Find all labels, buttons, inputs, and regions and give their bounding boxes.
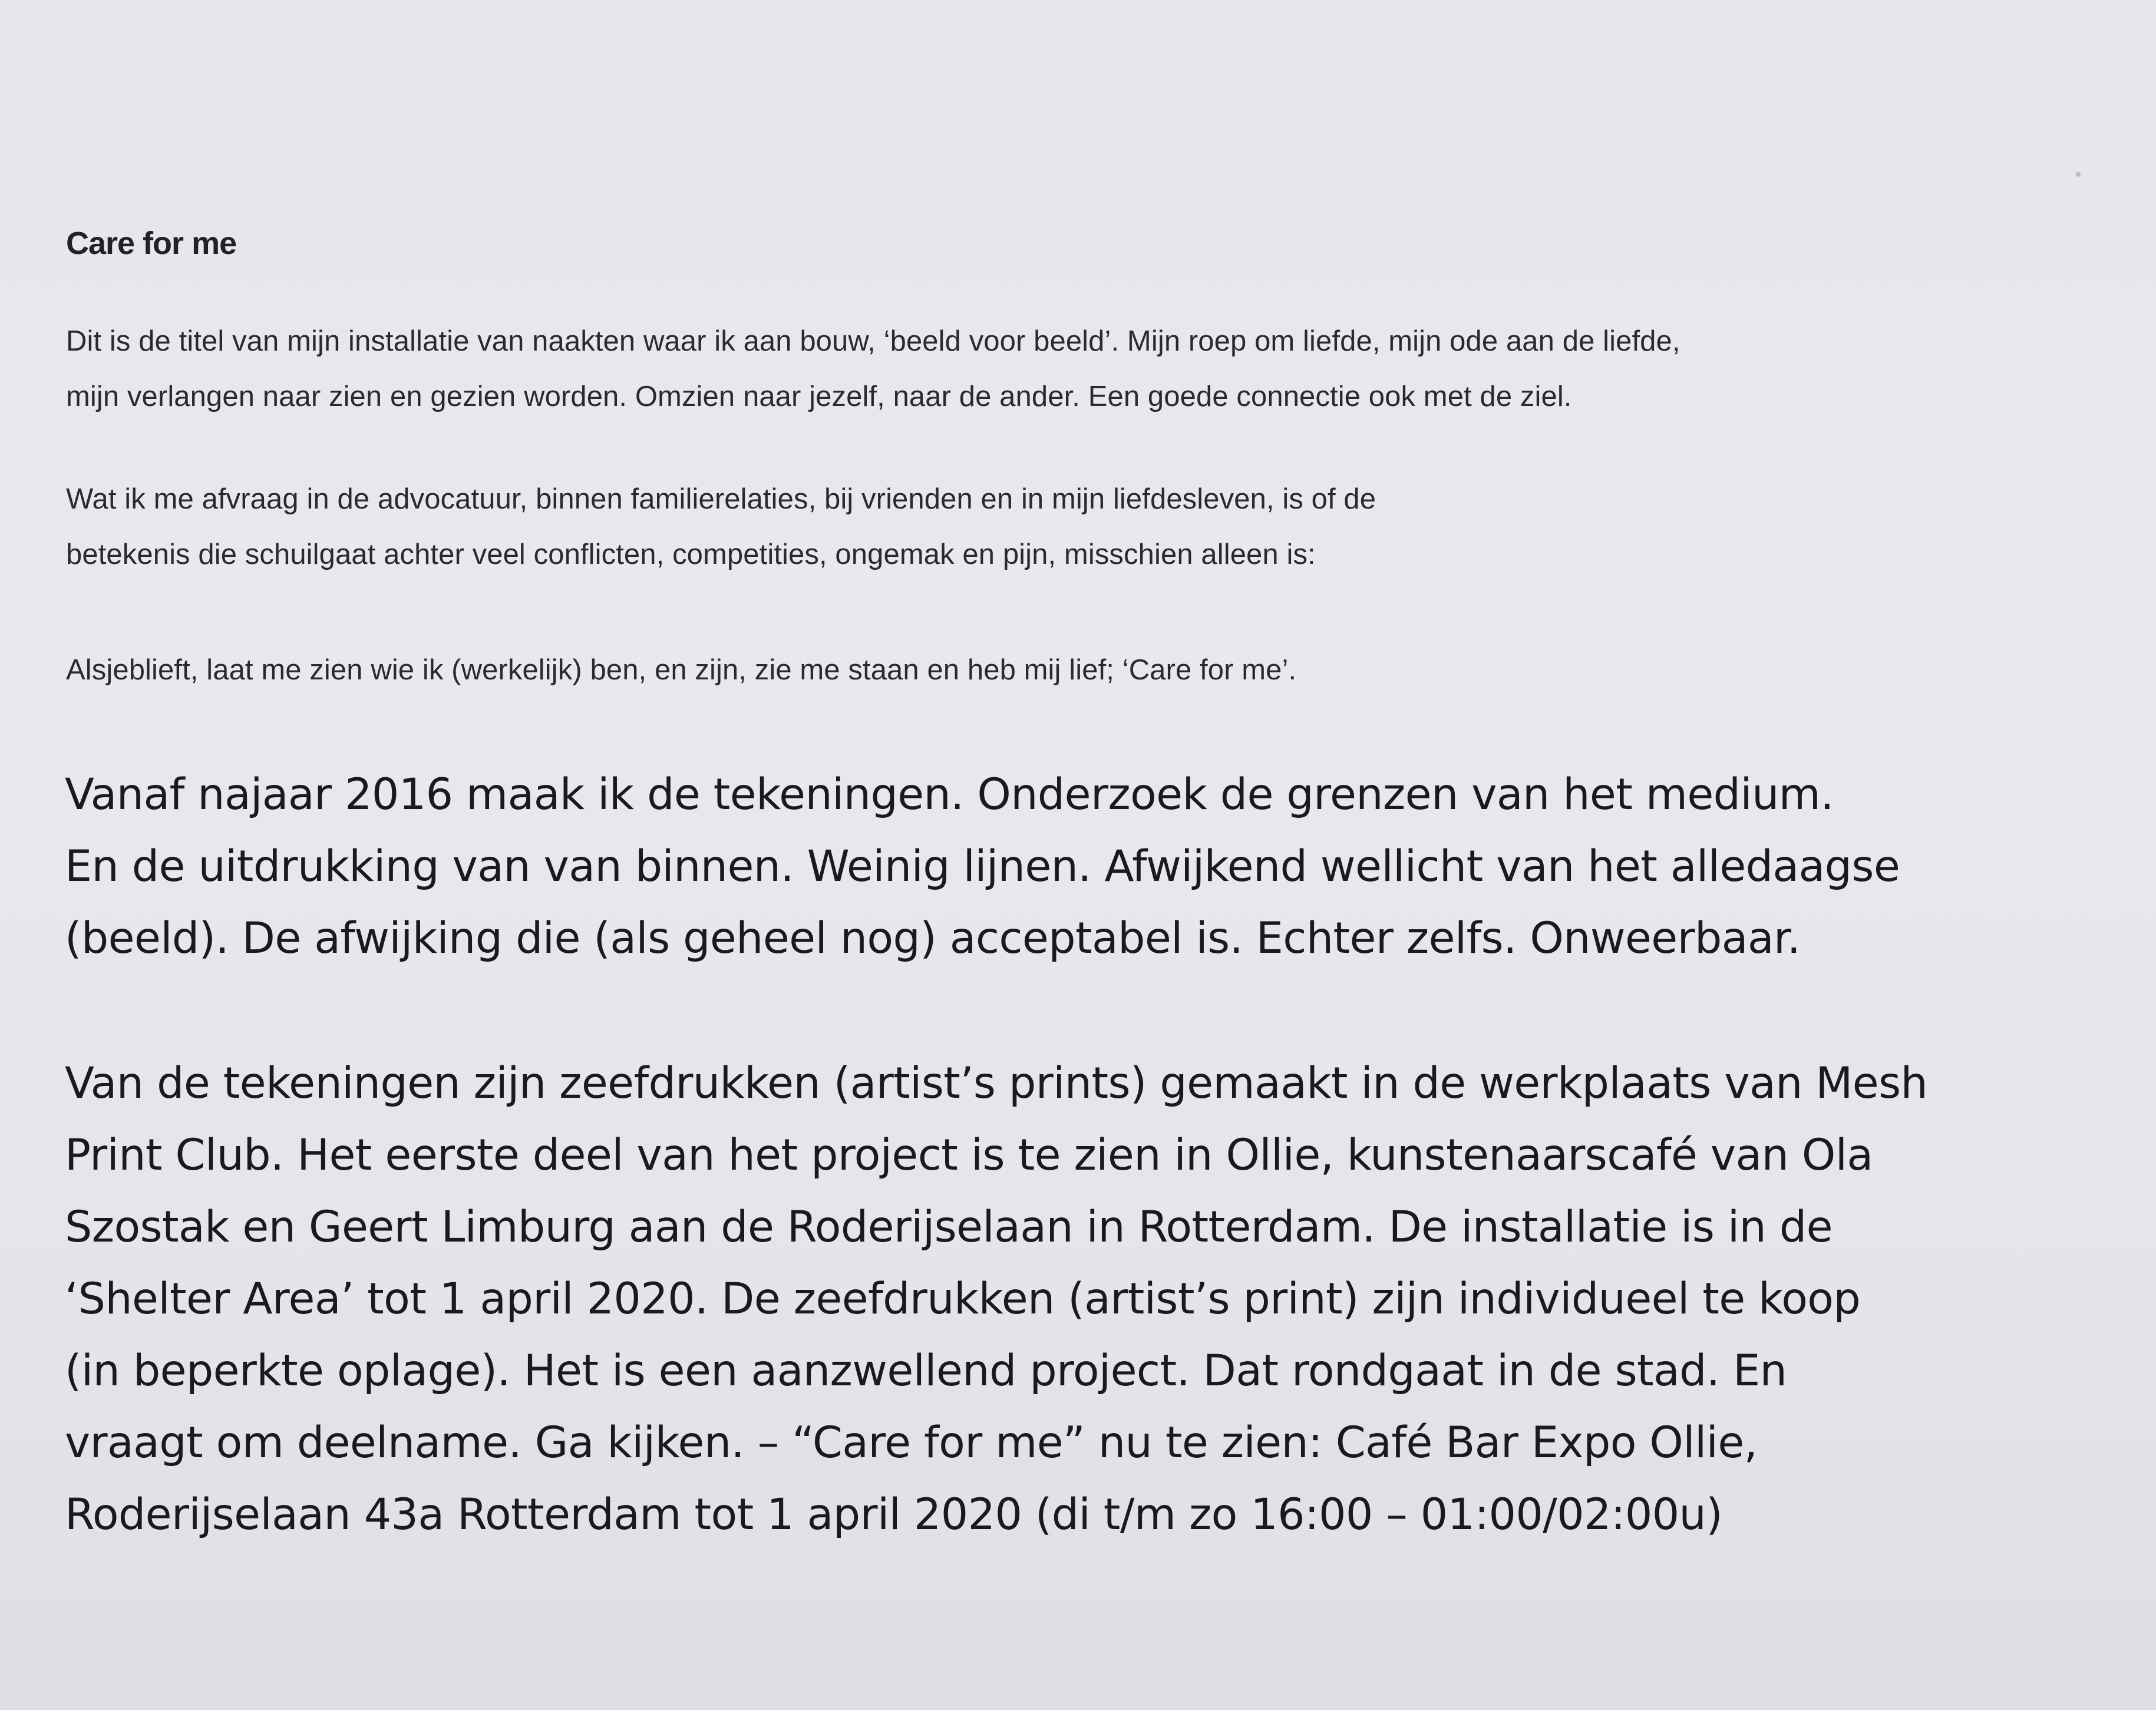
text-line: Dit is de titel van mijn installatie van naakten waar ik aan bouw, ‘beeld voor beeld’. Mijn roep om liefde, mijn ode aan de liefde, <box>66 325 1680 357</box>
text-line: Wat ik me afvraag in de advocatuur, binnen familierelaties, bij vrienden en in mijn liefdesleven, is of de <box>66 483 1376 515</box>
text-line: (beeld). De afwijking die (als geheel nog) acceptabel is. Echter zelfs. Onweerbaar. <box>65 913 1801 963</box>
text-line: En de uitdrukking van van binnen. Weinig lijnen. Afwijkend wellicht van het alledaagse <box>65 841 1900 892</box>
intro-paragraph-3 <box>66 638 2105 702</box>
text-line: Alsjeblieft, laat me zien wie ik (werkelijk) ben, en zijn, zie me staan en heb mij lief; ‘Care for me’. <box>66 654 1297 686</box>
text-line: vraagt om deelname. Ga kijken. – “Care for me” nu te zien: Café Bar Expo Ollie, <box>65 1418 1758 1468</box>
intro-paragraph-1 <box>66 309 2105 429</box>
document-title: Care for me <box>66 226 237 261</box>
text-line: Szostak en Geert Limburg aan de Roderijselaan in Rotterdam. De installatie is in de <box>65 1202 1833 1252</box>
text-line: Vanaf najaar 2016 maak ik de tekeningen. Onderzoek de grenzen van het medium. <box>65 770 1834 820</box>
paper-speck <box>2076 172 2081 177</box>
text-line: betekenis die schuilgaat achter veel conflicten, competities, ongemak en pijn, misschien alleen is: <box>66 539 1316 570</box>
text-line: Van de tekeningen zijn zeefdrukken (artist’s prints) gemaakt in de werkplaats van Mesh <box>65 1058 1928 1108</box>
body-paragraph-1 <box>65 759 2104 975</box>
text-line: mijn verlangen naar zien en gezien worden. Omzien naar jezelf, naar de ander. Een goede connectie ook met de ziel. <box>66 381 1572 412</box>
text-line: (in beperkte oplage). Het is een aanzwellend project. Dat rondgaat in de stad. En <box>65 1346 1787 1396</box>
text-line: Roderijselaan 43a Rotterdam tot 1 april 2020 (di t/m zo 16:00 – 01:00/02:00u) <box>65 1490 1723 1540</box>
body-paragraph-2 <box>65 1048 2104 1551</box>
intro-paragraph-2 <box>66 467 2105 587</box>
text-line: ‘Shelter Area’ tot 1 april 2020. De zeefdrukken (artist’s print) zijn individueel te koop <box>65 1274 1861 1324</box>
text-line: Print Club. Het eerste deel van het project is te zien in Ollie, kunstenaarscafé van Ola <box>65 1130 1873 1180</box>
